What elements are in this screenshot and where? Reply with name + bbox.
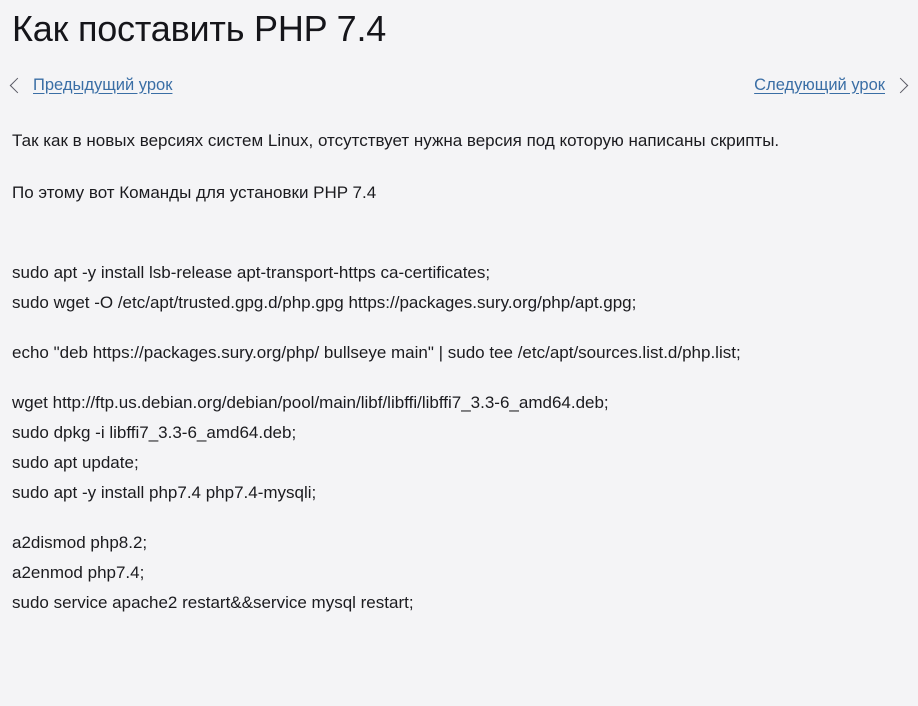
command-line: sudo apt update; [12, 453, 139, 472]
command-list [12, 258, 906, 618]
instructions-paragraph: По этому вот Команды для установки PHP 7.4 [12, 183, 377, 202]
command-group [12, 388, 906, 508]
intro-paragraph: Так как в новых версиях систем Linux, отсутствует нужна версия под которую написаны скрипты. [12, 131, 780, 150]
next-lesson-label: Следующий урок [754, 75, 885, 94]
chevron-right-icon [893, 77, 909, 93]
command-line: sudo wget -O /etc/apt/trusted.gpg.d/php.gpg https://packages.sury.org/php/apt.gpg; [12, 293, 637, 312]
command-line: a2enmod php7.4; [12, 563, 145, 582]
command-line: sudo apt -y install php7.4 php7.4-mysqli; [12, 483, 317, 502]
command-line: sudo apt -y install lsb-release apt-transport-https ca-certificates; [12, 263, 491, 282]
previous-lesson-label: Предыдущий урок [33, 75, 173, 94]
command-group [12, 528, 906, 618]
next-lesson-link[interactable] [754, 76, 906, 95]
command-line: a2dismod php8.2; [12, 533, 148, 552]
command-line: sudo service apache2 restart&&service mysql restart; [12, 593, 414, 612]
lesson-navigation [12, 72, 906, 98]
command-line: wget http://ftp.us.debian.org/debian/pool/main/libf/libffi/libffi7_3.3-6_amd64.deb; [12, 393, 609, 412]
previous-lesson-link[interactable] [12, 76, 172, 95]
page-title: Как поставить PHP 7.4 [12, 8, 387, 49]
chevron-left-icon [10, 77, 26, 93]
command-line: echo "deb https://packages.sury.org/php/ bullseye main" | sudo tee /etc/apt/sources.list.d/php.list; [12, 343, 741, 362]
command-group [12, 258, 906, 318]
command-group [12, 338, 906, 368]
command-line: sudo dpkg -i libffi7_3.3-6_amd64.deb; [12, 423, 297, 442]
